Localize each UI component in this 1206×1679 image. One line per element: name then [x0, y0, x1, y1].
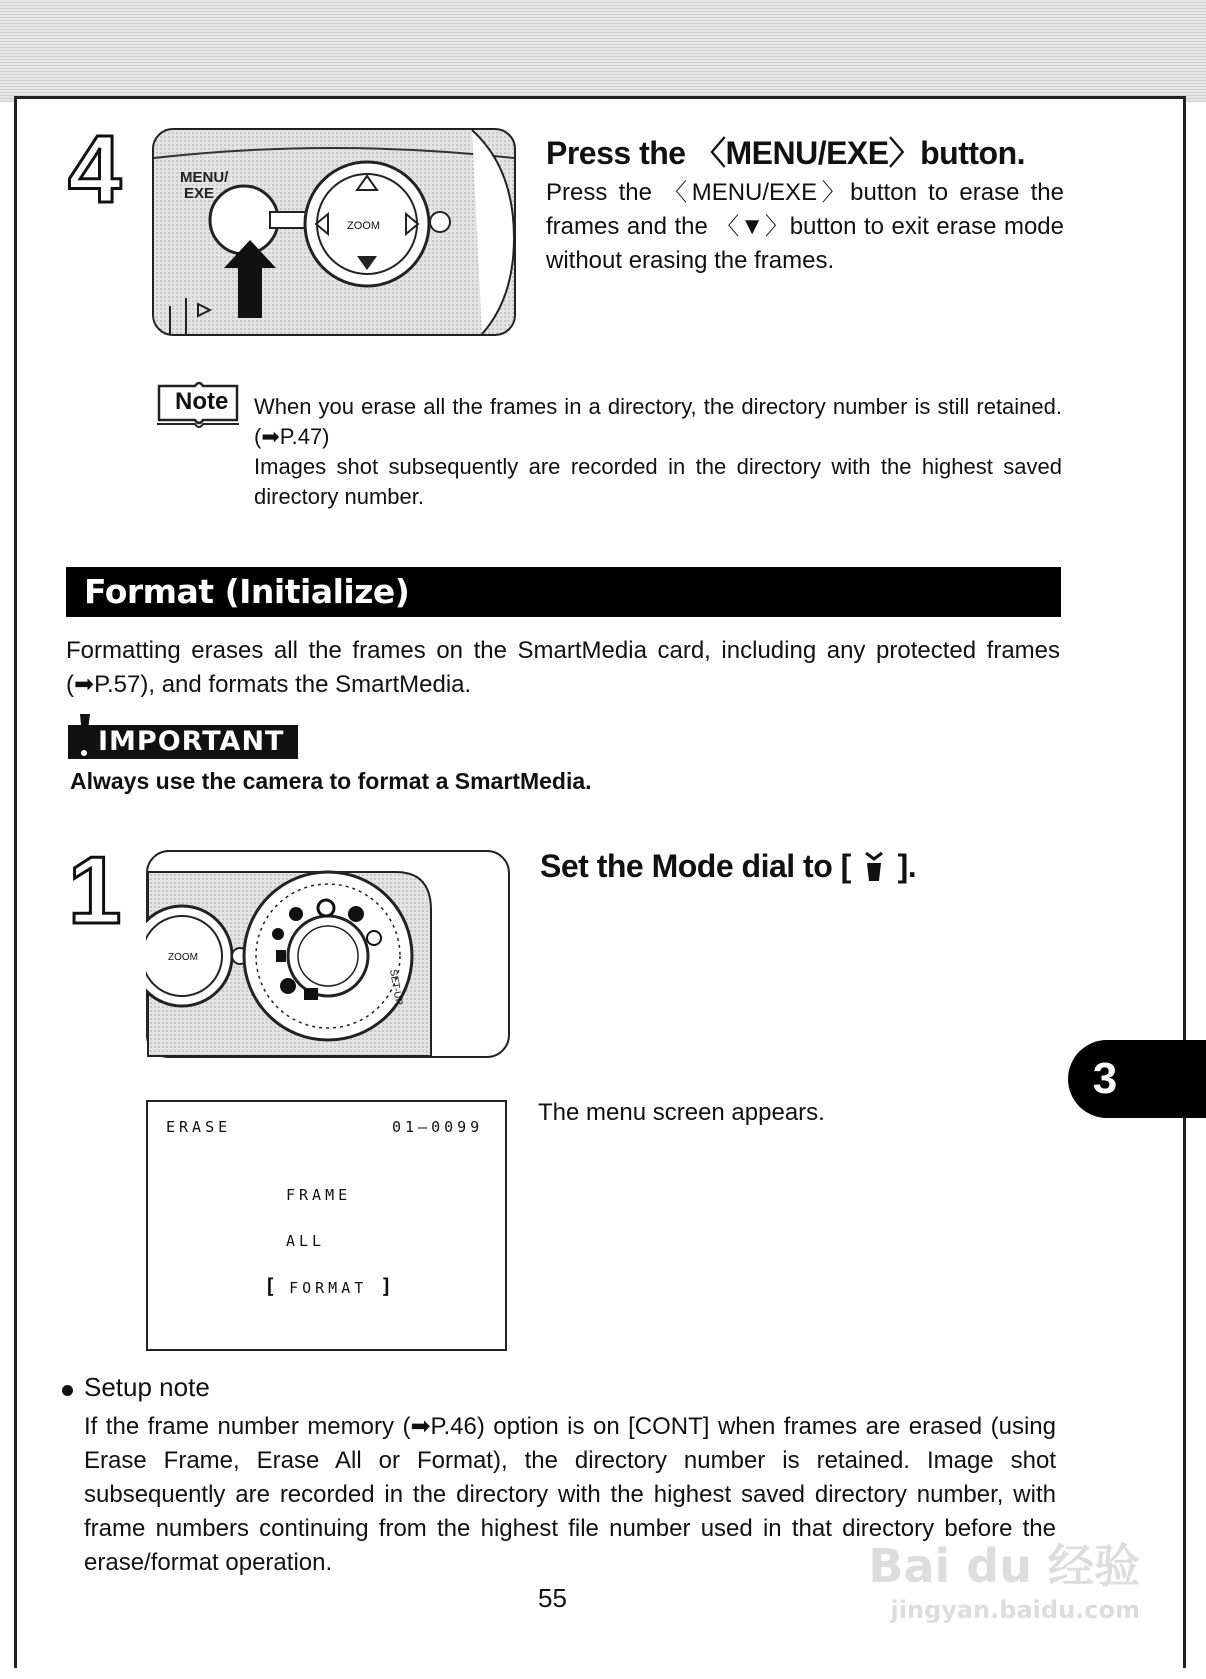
- setup-dial-label: SET-UP: [387, 968, 405, 1007]
- chapter-tab: [1068, 1040, 1206, 1118]
- step1-title-text: Set the Mode dial to [: [540, 848, 851, 884]
- menu-screen: [146, 1100, 507, 1351]
- step1-title: [540, 848, 916, 885]
- important-label: IMPORTANT: [98, 726, 285, 757]
- exclamation-icon: [70, 712, 100, 760]
- watermark-line-2: jingyan.baidu.com: [890, 1596, 1140, 1624]
- setup-note-body: If the frame number memory (➡P.46) option is on [CONT] when frames are erased (using Erase Frame, Erase All or Format), the directory number is retained. Image shot subsequently are recorded in the directory with the highest saved directory number, with frame numbers continuing from the highest file number used in that directory before the erase/format operation.: [84, 1413, 1056, 1576]
- chapter-number: 3: [1092, 1054, 1118, 1103]
- important-text: Always use the camera to format a SmartMedia.: [70, 768, 592, 794]
- step-number-1: 1: [68, 837, 122, 944]
- note-line-2: Images shot subsequently are recorded in the directory with the highest saved directory number.: [254, 454, 1062, 509]
- zoom-label-2: ZOOM: [168, 952, 198, 963]
- setup-note-heading: Setup note: [84, 1372, 210, 1402]
- top-halftone-band: [0, 0, 1206, 102]
- step1-title-end: ].: [897, 848, 917, 884]
- menu-item-frame[interactable]: FRAME: [286, 1186, 352, 1204]
- watermark-line-1: Bai du 经验: [868, 1539, 1140, 1593]
- baidu-watermark: [860, 1540, 1140, 1650]
- svg-text:MENU/: MENU/: [180, 169, 229, 186]
- step4-body: Press the 〈MENU/EXE〉button to erase the frames and the 〈▼〉button to exit erase mode without erasing the frames.: [546, 179, 1064, 274]
- menu-header-left: ERASE: [166, 1118, 232, 1136]
- section-title-bar: Format (Initialize): [66, 567, 1061, 617]
- important-badge: [68, 725, 298, 759]
- mode-dial-illustration: [146, 850, 510, 1058]
- note-line-1: When you erase all the frames in a directory, the directory number is still retained. (➡P.47): [254, 394, 1062, 449]
- erase-mode-icon: [863, 849, 885, 883]
- bullet-dot: [62, 1385, 73, 1396]
- zoom-label: ZOOM: [347, 220, 380, 232]
- menu-item-format[interactable]: [ FORMAT ]: [264, 1274, 393, 1298]
- menu-item-all[interactable]: ALL: [286, 1232, 326, 1250]
- menu-caption: The menu screen appears.: [538, 1099, 825, 1126]
- section-intro: Formatting erases all the frames on the SmartMedia card, including any protected frames (➡P.57), and formats the SmartMedia.: [66, 637, 1060, 698]
- svg-text:EXE: EXE: [184, 185, 215, 202]
- step4-title: Press the 〈MENU/EXE〉button.: [546, 135, 1026, 171]
- page-number: 55: [538, 1583, 567, 1613]
- menu-header-right: 01—0099: [392, 1118, 484, 1136]
- menu-exe-button-illustration: [152, 128, 516, 336]
- note-label: Note: [175, 388, 229, 415]
- step-number-4: 4: [68, 116, 122, 223]
- menu-item-format-label: FORMAT: [289, 1279, 368, 1297]
